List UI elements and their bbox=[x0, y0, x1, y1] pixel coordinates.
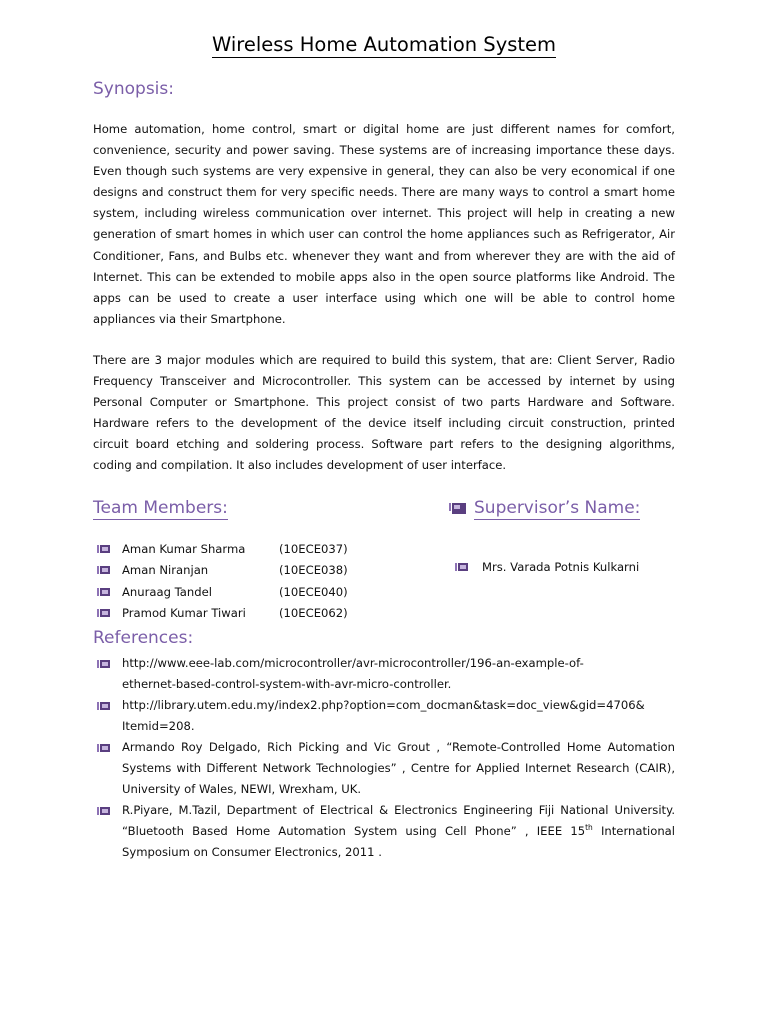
document-title bbox=[0, 32, 768, 58]
bullet-icon bbox=[100, 702, 110, 710]
bullet-icon bbox=[100, 545, 110, 553]
document-title-text: Wireless Home Automation System bbox=[211, 33, 557, 56]
reference-4-text-b: International Symposium on Consumer Electronics, 2011 . bbox=[122, 824, 675, 860]
reference-2-line-1: http://library.utem.edu.my/index2.php?option=com_docman&task=doc_view&gid=4706& bbox=[122, 698, 645, 712]
references-heading: References: bbox=[93, 628, 194, 648]
synopsis-heading: Synopsis: bbox=[93, 79, 174, 99]
reference-item-2 bbox=[122, 695, 675, 737]
team-member-code: (10ECE038) bbox=[279, 563, 348, 577]
supervisor-heading bbox=[474, 497, 640, 519]
bullet-icon bbox=[100, 660, 110, 668]
bullet-icon bbox=[100, 744, 110, 752]
team-member-name: Pramod Kumar Tiwari bbox=[122, 606, 246, 620]
reference-4-sup: th bbox=[585, 823, 593, 833]
synopsis-paragraph-2: There are 3 major modules which are required to build this system, that are: Client Server, Radio Frequency Transceiver and Microcontroller. This system can be accessed by internet by using Personal Computer or Smartphone. This project consist of two parts Hardware and Software. Hardware refers to the development of the device itself including circuit construction, printed circuit board etching and soldering process. Software part refers to the designing algorithms, coding and compilation. It also includes development of user interface. bbox=[93, 353, 675, 473]
reference-1-line-1: http://www.eee-lab.com/microcontroller/avr-microcontroller/196-an-example-of- bbox=[122, 656, 584, 670]
synopsis-paragraph-1: Home automation, home control, smart or digital home are just different names for comfort, convenience, security and power saving. These systems are of increasing importance these days. Even though such systems are very expensive in general, they can also be very economical if one designs and construct them for very specific needs. There are many ways to control a smart home system, including wireless communication over internet. This project will help in creating a new generation of smart homes in which user can control the home appliances such as Refrigerator, Air Conditioner, Fans, and Bulbs etc. whenever they want and from wherever they are with the aid of Internet. This can be extended to mobile apps also in the open source platforms like Android. The apps can be used to create a user interface using which one will be able to control home appliances via their Smartphone. bbox=[93, 122, 675, 326]
reference-item-4 bbox=[122, 800, 675, 863]
reference-item-1 bbox=[122, 653, 675, 695]
reference-item-3: Armando Roy Delgado, Rich Picking and Vic Grout , “Remote-Controlled Home Automation Systems with Different Network Technologies” , Centre for Applied Internet Research (CAIR), University of Wales, NEWI, Wrexham, UK. bbox=[122, 740, 675, 797]
bullet-icon bbox=[458, 563, 468, 571]
reference-2-line-2: Itemid=208. bbox=[122, 719, 195, 734]
team-member-code: (10ECE037) bbox=[279, 542, 348, 556]
team-members-heading bbox=[93, 497, 228, 519]
team-member-name: Aman Niranjan bbox=[122, 563, 209, 577]
reference-4-text-a: R.Piyare, M.Tazil, Department of Electrical & Electronics Engineering Fiji National University. “Bluetooth Based Home Automation System using Cell Phone” , IEEE 15 bbox=[122, 803, 675, 839]
team-member-code: (10ECE040) bbox=[279, 585, 348, 599]
team-member-name: Aman Kumar Sharma bbox=[122, 542, 246, 556]
bullet-icon bbox=[100, 566, 110, 574]
team-members-heading-text: Team Members: bbox=[93, 498, 228, 518]
team-member-name: Anuraag Tandel bbox=[122, 585, 212, 599]
supervisor-name: Mrs. Varada Potnis Kulkarni bbox=[482, 560, 640, 574]
bullet-icon bbox=[452, 503, 466, 514]
supervisor-heading-text: Supervisor’s Name: bbox=[474, 498, 641, 518]
reference-1-line-2: ethernet-based-control-system-with-avr-micro-controller. bbox=[122, 677, 452, 692]
team-member-code: (10ECE062) bbox=[279, 606, 348, 620]
bullet-icon bbox=[100, 588, 110, 596]
bullet-icon bbox=[100, 807, 110, 815]
bullet-icon bbox=[100, 609, 110, 617]
